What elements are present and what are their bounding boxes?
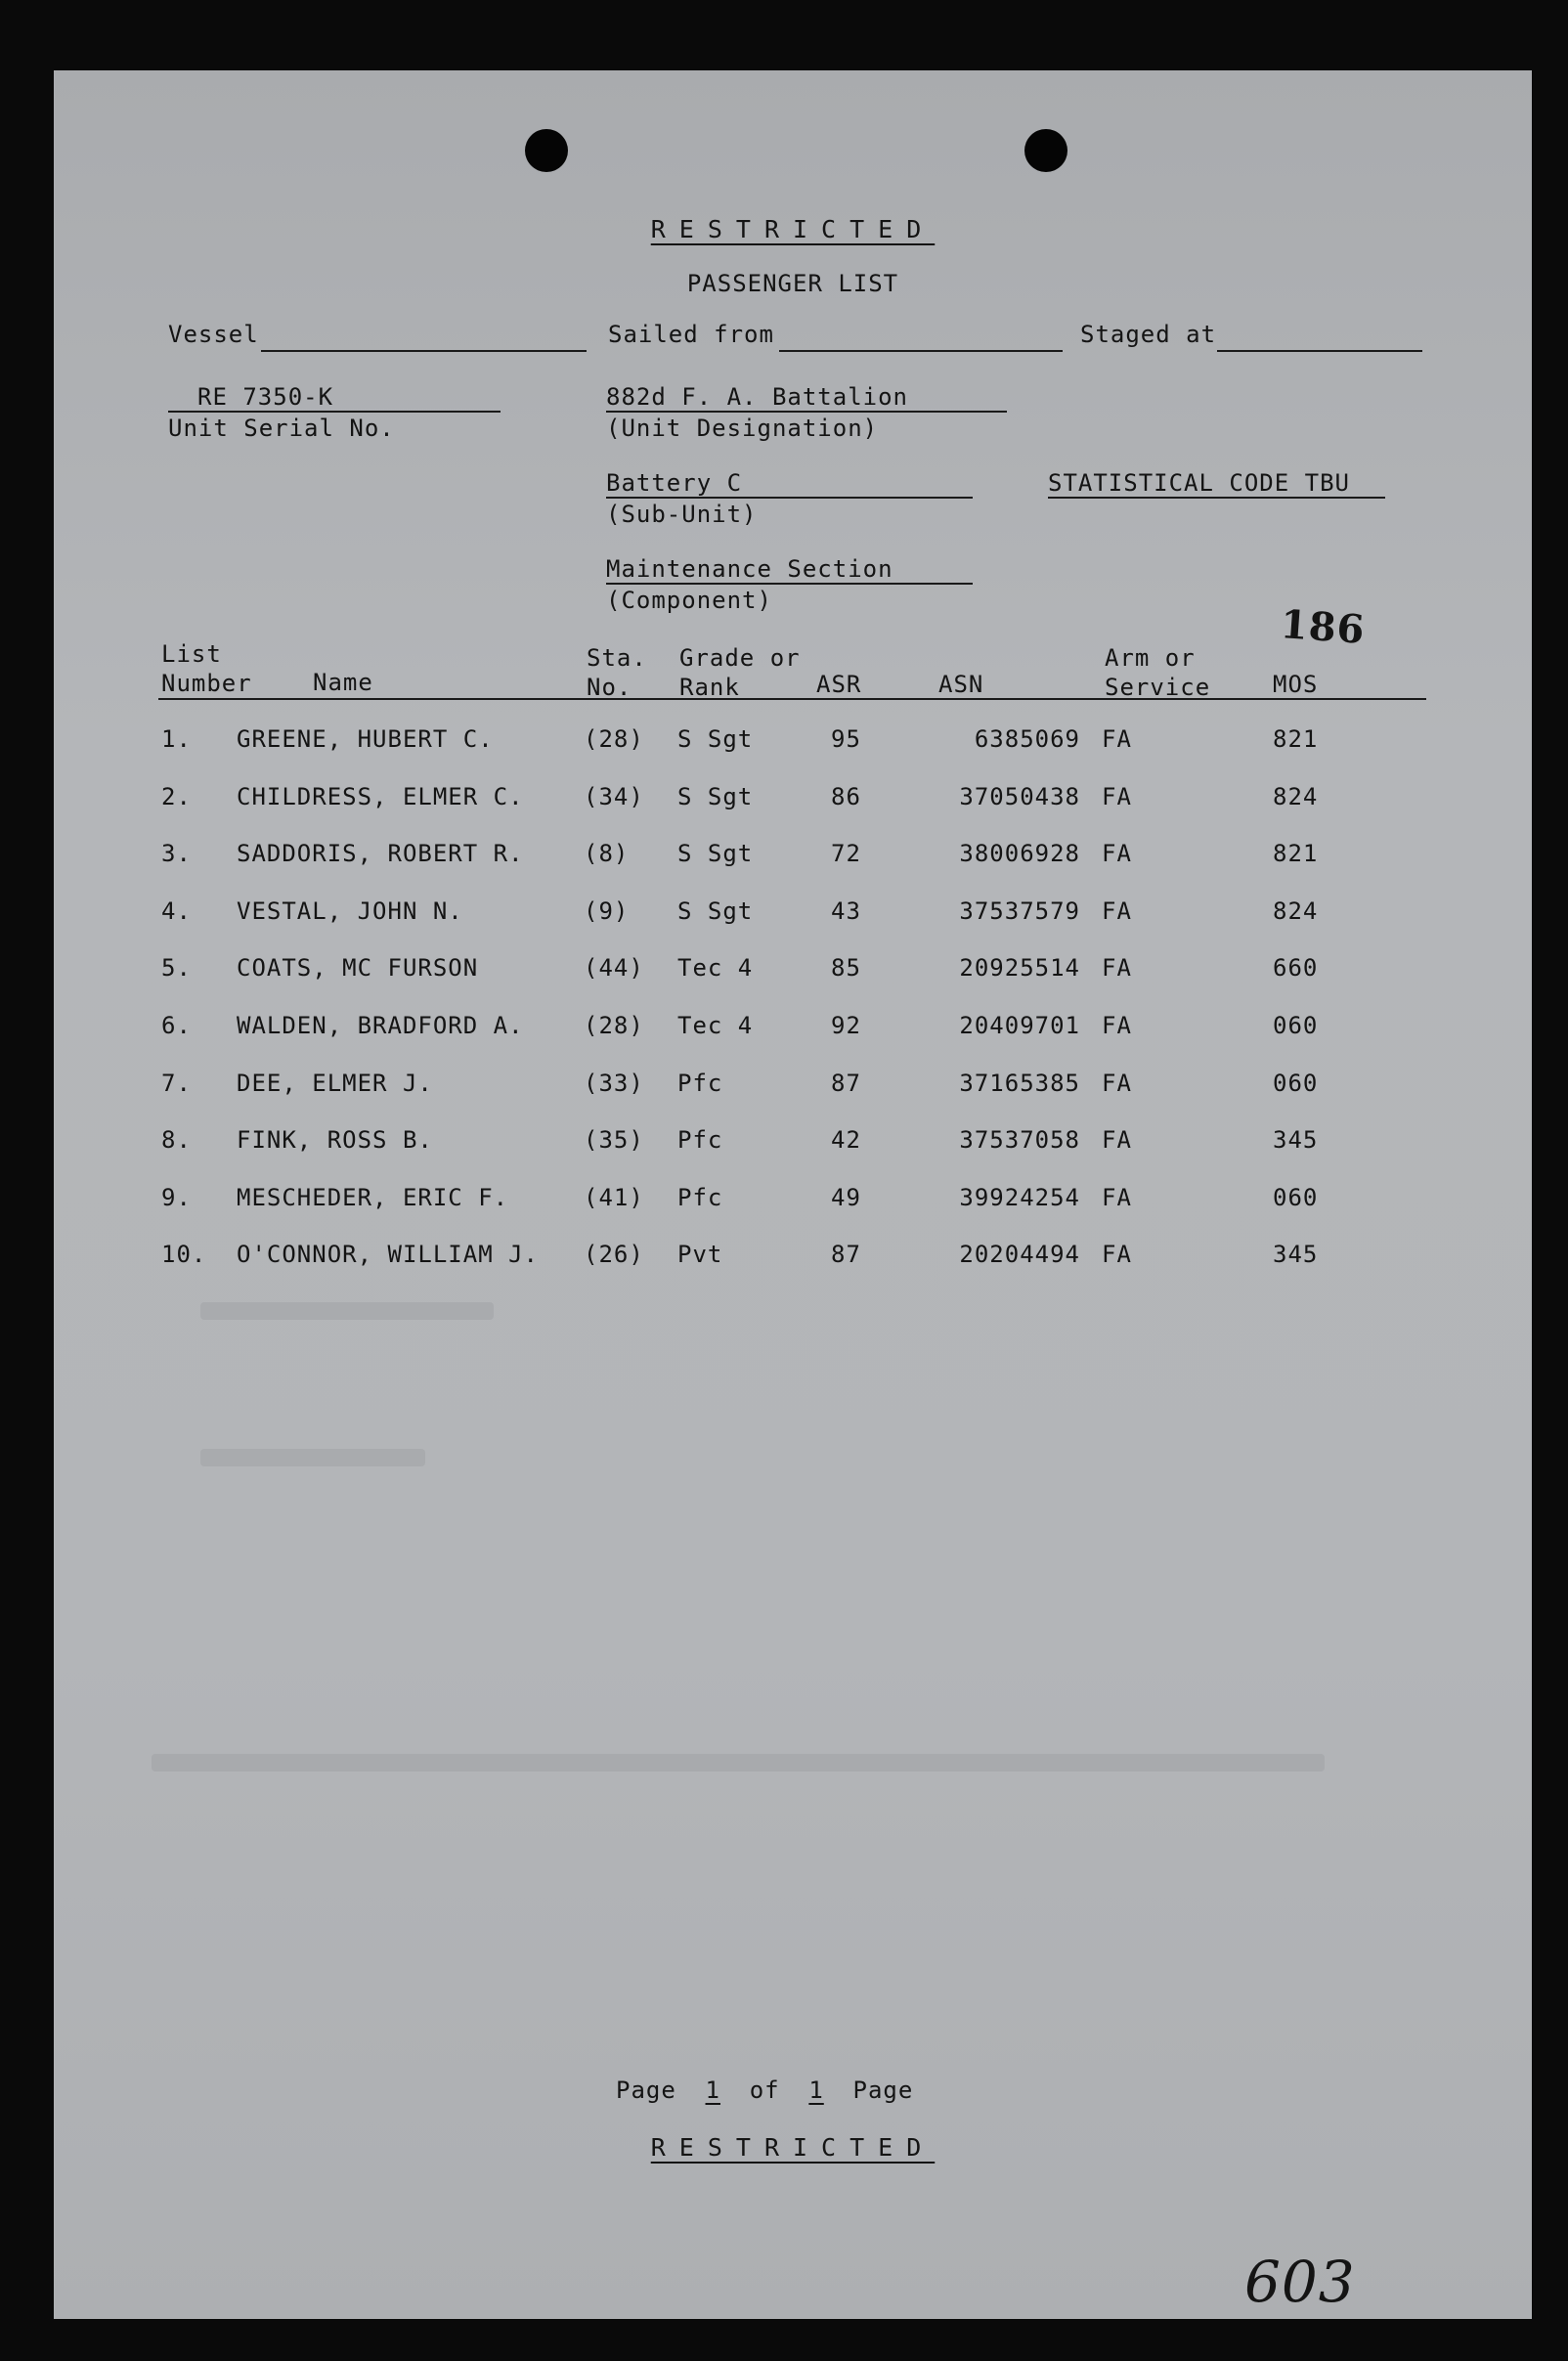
row-rank: Pfc xyxy=(677,1183,723,1211)
row-arm-service: FA xyxy=(1102,896,1132,925)
row-rank: Tec 4 xyxy=(677,1012,754,1039)
staged-at-label: Staged at xyxy=(1080,321,1217,348)
restricted-header: RESTRICTED xyxy=(650,215,936,243)
row-asn: 38006928 xyxy=(959,840,1080,868)
row-station-number: (44) xyxy=(584,954,644,983)
row-mos: 060 xyxy=(1273,1012,1319,1039)
row-station-number: (41) xyxy=(584,1183,644,1211)
row-name: COATS, MC FURSON xyxy=(237,954,479,983)
row-asr: 92 xyxy=(831,1012,861,1039)
row-asr: 49 xyxy=(831,1183,861,1211)
row-rank: Tec 4 xyxy=(677,954,754,983)
row-rank: Pfc xyxy=(677,1126,723,1155)
page-current: 1 xyxy=(705,2077,720,2104)
vessel-label: Vessel xyxy=(168,321,259,348)
row-asr: 42 xyxy=(831,1126,861,1155)
row-arm-service: FA xyxy=(1102,1126,1132,1155)
bleed-through-mark xyxy=(152,1754,1325,1771)
handwritten-folio: 603 xyxy=(1244,2249,1356,2315)
row-name: CHILDRESS, ELMER C. xyxy=(237,782,524,810)
sub-unit-value: Battery C xyxy=(606,469,743,497)
table-row xyxy=(54,1126,1532,1156)
col-grade-rank: Grade or Rank xyxy=(679,644,801,701)
row-asr: 72 xyxy=(831,840,861,868)
row-name: GREENE, HUBERT C. xyxy=(237,725,494,753)
sub-unit-label: (Sub-Unit) xyxy=(606,501,758,528)
row-station-number: (26) xyxy=(584,1241,644,1269)
row-rank: S Sgt xyxy=(677,725,754,753)
punch-hole-left xyxy=(525,129,568,172)
row-number: 7. xyxy=(161,1069,192,1097)
row-station-number: (9) xyxy=(584,896,630,925)
row-name: DEE, ELMER J. xyxy=(237,1069,433,1097)
punch-hole-right xyxy=(1024,129,1067,172)
row-asn: 20204494 xyxy=(959,1241,1080,1269)
component-label: (Component) xyxy=(606,587,772,614)
table-row xyxy=(54,840,1532,869)
row-station-number: (33) xyxy=(584,1069,644,1097)
header-rule xyxy=(158,698,1426,700)
row-number: 3. xyxy=(161,840,192,868)
row-mos: 060 xyxy=(1273,1183,1319,1211)
row-name: SADDORIS, ROBERT R. xyxy=(237,840,524,868)
row-rank: Pvt xyxy=(677,1241,723,1269)
sub-unit-underline xyxy=(606,497,973,499)
row-arm-service: FA xyxy=(1102,1069,1132,1097)
table-row xyxy=(54,897,1532,927)
col-name: Name xyxy=(313,669,373,696)
row-number: 6. xyxy=(161,1012,192,1039)
row-rank: S Sgt xyxy=(677,896,754,925)
staged-at-underline xyxy=(1217,350,1422,352)
row-rank: Pfc xyxy=(677,1069,723,1097)
row-asr: 43 xyxy=(831,896,861,925)
row-asr: 85 xyxy=(831,954,861,983)
row-asn: 37537058 xyxy=(959,1126,1080,1155)
unit-serial-label: Unit Serial No. xyxy=(168,415,395,442)
row-arm-service: FA xyxy=(1102,782,1132,810)
row-station-number: (28) xyxy=(584,725,644,753)
sailed-from-underline xyxy=(779,350,1063,352)
row-number: 5. xyxy=(161,954,192,983)
row-mos: 060 xyxy=(1273,1069,1319,1097)
component-underline xyxy=(606,583,973,585)
unit-serial-underline xyxy=(168,411,501,413)
unit-designation-label: (Unit Designation) xyxy=(606,415,879,442)
row-number: 1. xyxy=(161,725,192,753)
component-value: Maintenance Section xyxy=(606,555,893,583)
row-rank: S Sgt xyxy=(677,840,754,868)
row-arm-service: FA xyxy=(1102,1241,1132,1269)
col-sta-no: Sta. No. xyxy=(587,644,647,701)
col-arm-service: Arm or Service xyxy=(1105,644,1211,701)
row-asn: 37537579 xyxy=(959,896,1080,925)
row-name: MESCHEDER, ERIC F. xyxy=(237,1183,509,1211)
row-mos: 824 xyxy=(1273,896,1319,925)
row-mos: 345 xyxy=(1273,1241,1319,1269)
row-asn: 39924254 xyxy=(959,1183,1080,1211)
col-asn: ASN xyxy=(938,671,984,698)
row-mos: 345 xyxy=(1273,1126,1319,1155)
row-arm-service: FA xyxy=(1102,1012,1132,1039)
row-name: FINK, ROSS B. xyxy=(237,1126,433,1155)
col-asr: ASR xyxy=(816,671,862,698)
row-name: O'CONNOR, WILLIAM J. xyxy=(237,1241,539,1269)
row-asr: 86 xyxy=(831,782,861,810)
row-asr: 95 xyxy=(831,725,861,753)
row-asr: 87 xyxy=(831,1241,861,1269)
statistical-code: STATISTICAL CODE TBU xyxy=(1048,469,1350,497)
row-asn: 6385069 xyxy=(974,725,1080,753)
row-number: 9. xyxy=(161,1183,192,1211)
table-row xyxy=(54,725,1532,755)
statistical-code-underline xyxy=(1048,497,1385,499)
row-arm-service: FA xyxy=(1102,1183,1132,1211)
row-arm-service: FA xyxy=(1102,954,1132,983)
unit-designation-value: 882d F. A. Battalion xyxy=(606,383,908,411)
col-list-number: List Number xyxy=(161,640,252,697)
row-number: 2. xyxy=(161,782,192,810)
row-arm-service: FA xyxy=(1102,725,1132,753)
col-mos: MOS xyxy=(1273,671,1319,698)
row-station-number: (35) xyxy=(584,1126,644,1155)
unit-designation-underline xyxy=(606,411,1007,413)
page-indicator: Page 1 of 1 Page xyxy=(616,2077,914,2104)
row-station-number: (28) xyxy=(584,1012,644,1039)
bleed-through-mark xyxy=(200,1449,425,1466)
row-mos: 824 xyxy=(1273,782,1319,810)
bleed-through-mark xyxy=(200,1302,494,1320)
row-rank: S Sgt xyxy=(677,782,754,810)
table-row xyxy=(54,1012,1532,1041)
row-station-number: (34) xyxy=(584,782,644,810)
row-asn: 37050438 xyxy=(959,782,1080,810)
row-number: 4. xyxy=(161,896,192,925)
row-number: 10. xyxy=(161,1241,207,1269)
restricted-footer: RESTRICTED xyxy=(650,2133,936,2162)
document-page xyxy=(54,70,1532,2319)
row-mos: 660 xyxy=(1273,954,1319,983)
row-arm-service: FA xyxy=(1102,840,1132,868)
sailed-from-label: Sailed from xyxy=(608,321,774,348)
row-asn: 37165385 xyxy=(959,1069,1080,1097)
table-row xyxy=(54,783,1532,812)
vessel-underline xyxy=(261,350,587,352)
table-row xyxy=(54,1241,1532,1270)
form-title: PASSENGER LIST xyxy=(686,270,899,297)
row-name: VESTAL, JOHN N. xyxy=(237,896,463,925)
row-mos: 821 xyxy=(1273,840,1319,868)
row-mos: 821 xyxy=(1273,725,1319,753)
row-asr: 87 xyxy=(831,1069,861,1097)
row-name: WALDEN, BRADFORD A. xyxy=(237,1012,524,1039)
row-asn: 20925514 xyxy=(959,954,1080,983)
table-row xyxy=(54,1070,1532,1099)
page-total: 1 xyxy=(808,2077,824,2104)
table-row xyxy=(54,954,1532,984)
table-row xyxy=(54,1184,1532,1213)
row-asn: 20409701 xyxy=(959,1012,1080,1039)
handwritten-page-number: 186 xyxy=(1279,601,1368,653)
row-station-number: (8) xyxy=(584,840,630,868)
row-number: 8. xyxy=(161,1126,192,1155)
unit-serial-value: RE 7350-K xyxy=(197,383,334,411)
